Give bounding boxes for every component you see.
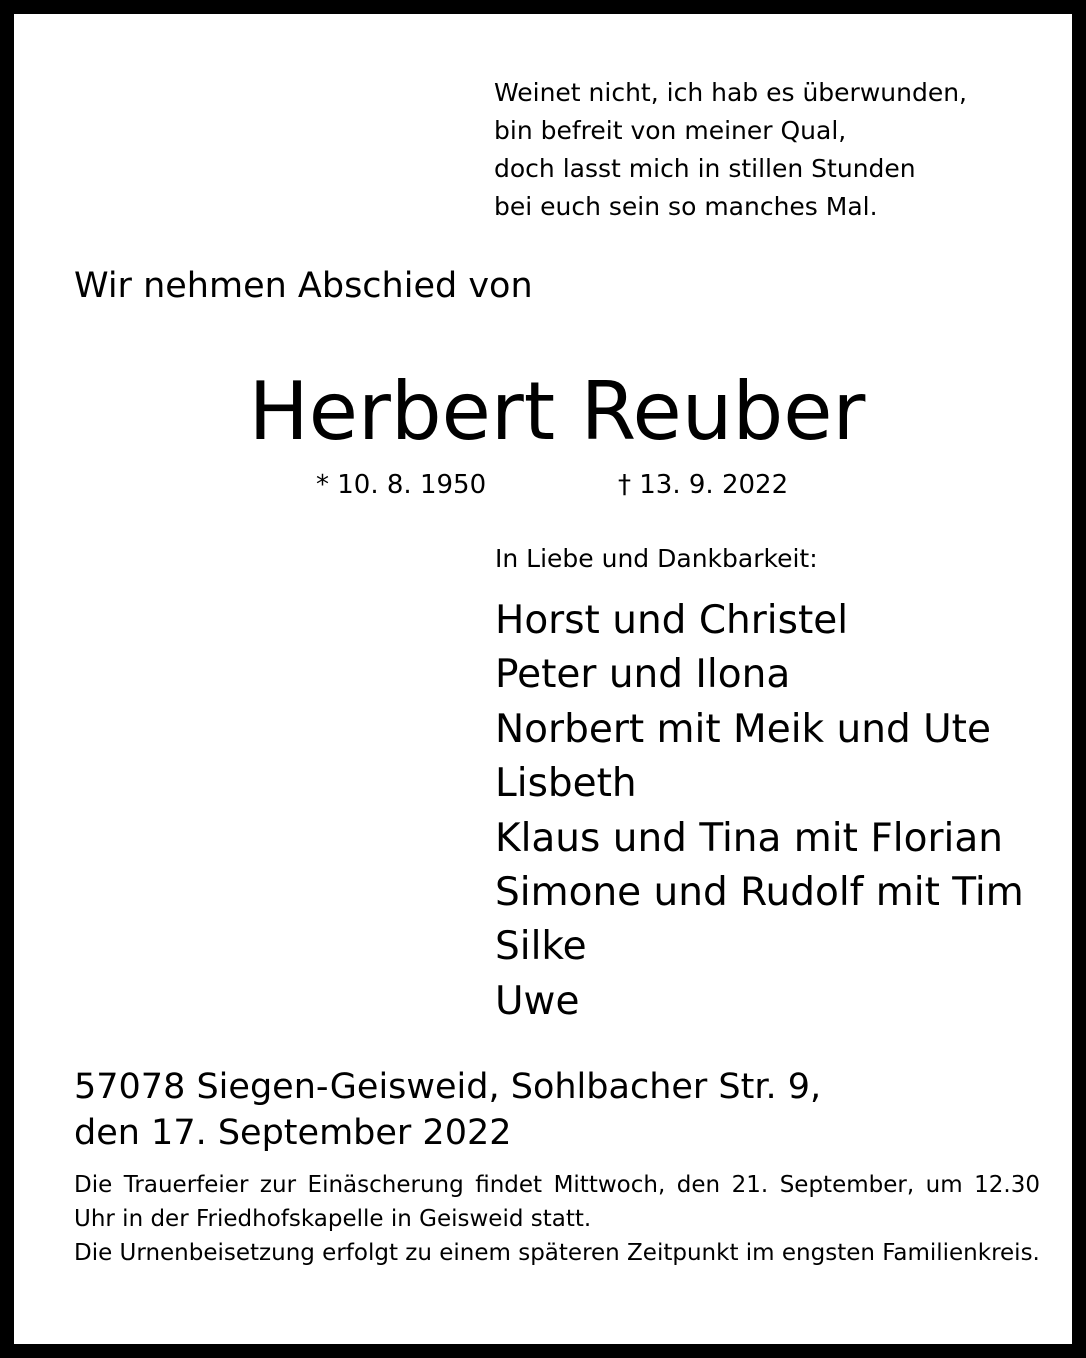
poem-line: doch lasst mich in stillen Stunden [494, 154, 916, 183]
address-line: 57078 Siegen-Geisweid, Sohlbacher Str. 9, [74, 1067, 822, 1107]
mourner-entry: Klaus und Tina mit Florian [495, 815, 1003, 861]
mourner-entry: Silke [495, 924, 587, 970]
notice-block [74, 1168, 1040, 1270]
poem [494, 74, 1084, 226]
mourner-entry: Peter und Ilona [495, 652, 791, 698]
poem-line: bei euch sein so manches Mal. [494, 192, 878, 221]
mourners-list [495, 594, 1024, 1029]
date-line: den 17. September 2022 [74, 1113, 512, 1153]
address-block [74, 1064, 821, 1156]
mourner-entry: Horst und Christel [495, 598, 849, 643]
mourner-entry: Lisbeth [495, 761, 637, 807]
deceased-name: Herbert Reuber [248, 365, 866, 458]
dedication-text: In Liebe und Dankbarkeit: [495, 544, 818, 573]
intro-text: Wir nehmen Abschied von [74, 266, 533, 306]
poem-line: bin befreit von meiner Qual, [494, 116, 847, 145]
funeral-notice: Die Trauerfeier zur Einäscherung findet Mittwoch, den 21. September, um 12.30 Uhr in der Friedhofskapelle in Geisweid statt. [74, 1172, 1040, 1232]
urn-notice: Die Urnenbeisetzung erfolgt zu einem späteren Zeitpunkt im engsten Familienkreis. [74, 1240, 1040, 1266]
birth-date: * 10. 8. 1950 [316, 470, 487, 500]
mourner-entry: Uwe [495, 978, 580, 1024]
mourner-entry: Simone und Rudolf mit Tim [495, 870, 1024, 916]
poem-line: Weinet nicht, ich hab es überwunden, [494, 78, 967, 107]
mourner-entry: Norbert mit Meik und Ute [495, 706, 991, 752]
death-date: † 13. 9. 2022 [618, 470, 789, 500]
